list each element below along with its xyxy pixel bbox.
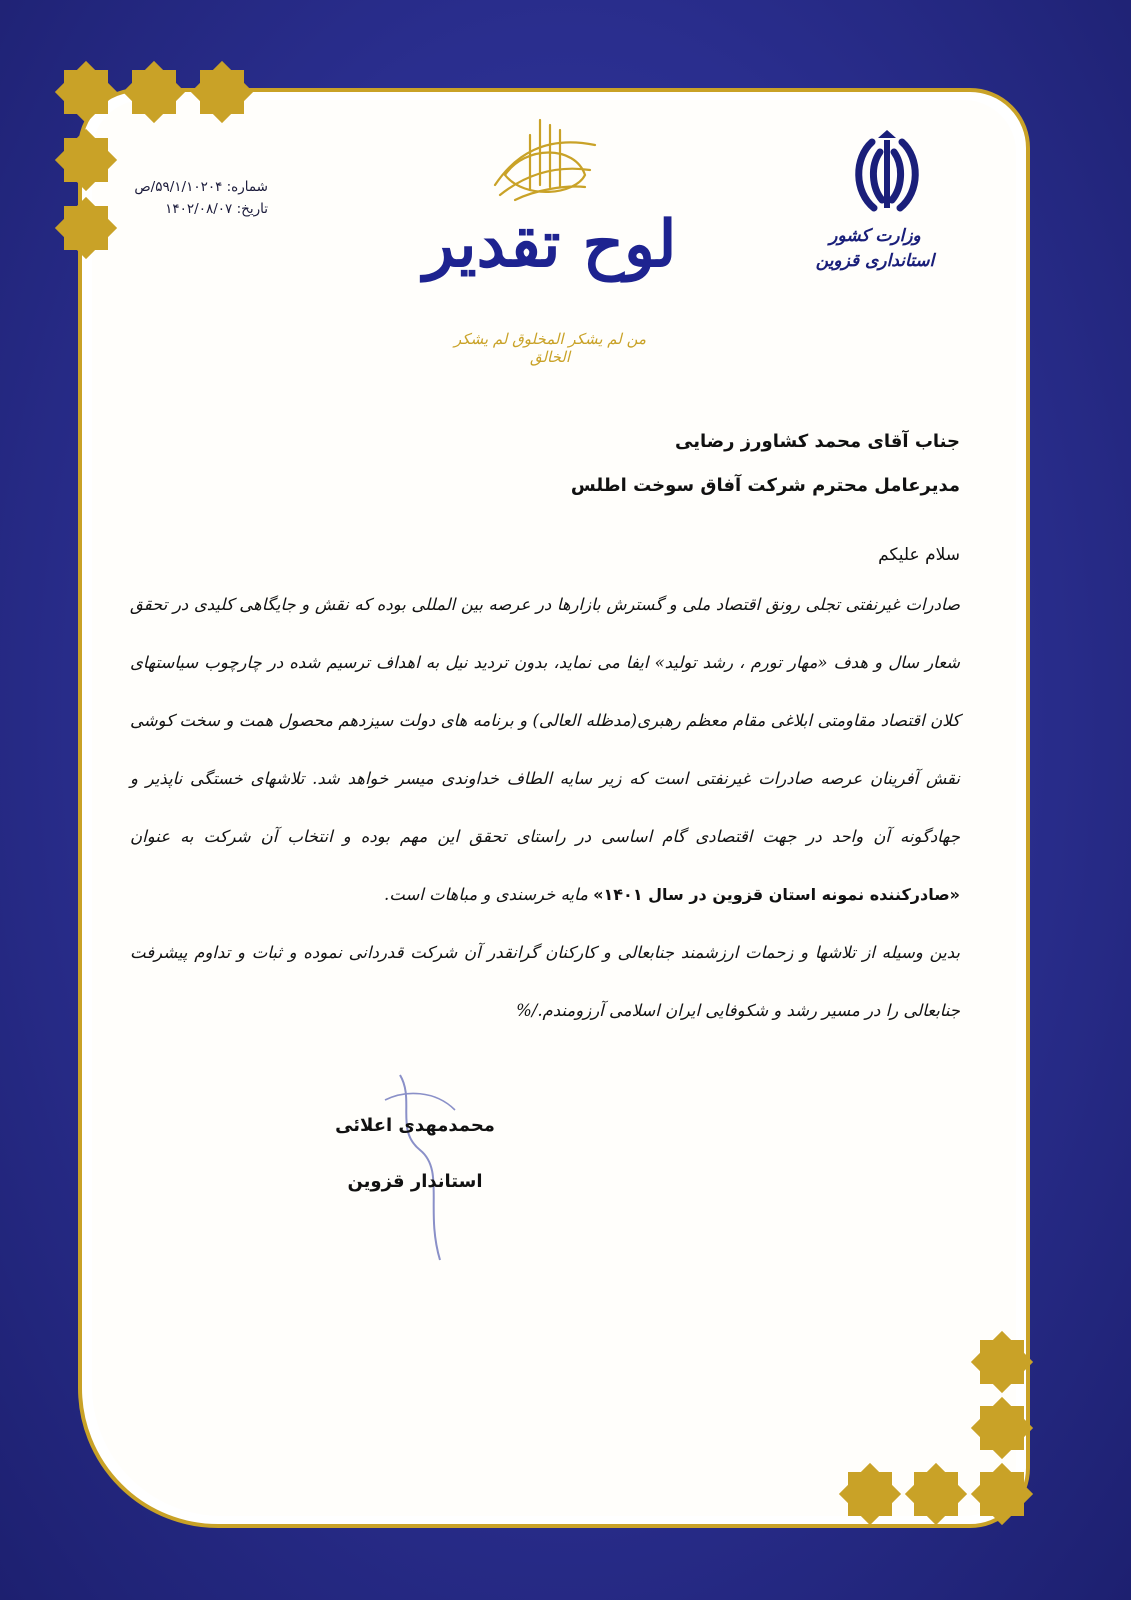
- ministry-name: [790, 224, 960, 274]
- letter-date-label: تاریخ:: [236, 201, 268, 217]
- paragraph-1-text: صادرات غیرنفتی تجلی رونق اقتصاد ملی و گسترش بازارها در عرصه بین المللی بوده که نقش و جایگاهی کلیدی در تحقق شعار سال و هدف «مهار تورم ، رشد تولید» ایفا می نماید، بدون تردید نیل به اهداف ترسیم شده در چارچوب سیاستهای کلان اقتصاد مقاومتی ابلاغی مقام معظم رهبری(مدظله العالی) و برنامه های دولت سیزدهم محصول همت و سخت کوشی نقش آفرینان عرصه صادرات غیرنفتی است که زیر سایه الطاف خداوندی میسر خواهد شد. تلاشهای خستگی ناپذیر و جهادگونه آن واحد در جهت اقتصادی گام اساسی در راستای تحقق این مهم بوده و انتخاب آن شرکت به عنوان: [130, 595, 960, 846]
- letter-number-value: ۵۹/۱/۱۰۲۰۴/ص: [134, 179, 223, 195]
- letter-paragraph-2: بدین وسیله از تلاشها و زحمات ارزشمند جنابعالی و کارکنان گرانقدر آن شرکت قدردانی نموده و ثبات و تداوم پیشرفت جنابعالی را در مسیر رشد و شکوفایی ایران اسلامی آرزومندم./%: [130, 943, 960, 1020]
- letter-date-value: ۱۴۰۲/۰۸/۰۷: [165, 201, 233, 217]
- certificate-title: لوح تقدیر: [423, 207, 677, 282]
- ministry-line-1: وزارت کشور: [829, 226, 921, 246]
- letter-number-row: [108, 176, 268, 198]
- letter-body: [130, 420, 960, 1040]
- ministry-line-2: استانداری قزوین: [815, 251, 935, 271]
- letter-paragraph-1: [130, 576, 960, 924]
- signer-name: محمدمهدی اعلائی: [335, 1115, 495, 1136]
- recipient-title: مدیرعامل محترم شرکت آفاق سوخت اطلس: [570, 475, 960, 496]
- recipient-name: جناب آقای محمد کشاورز رضایی: [675, 431, 960, 452]
- award-title: «صادرکننده نمونه استان قزوین در سال ۱۴۰۱»: [593, 885, 960, 904]
- iran-emblem-icon: [842, 130, 932, 220]
- paragraph-1-ending: مایه خرسندی و مباهات است.: [384, 885, 588, 904]
- letter-number-label: شماره:: [226, 179, 268, 195]
- bismillah-calligraphy-logo: [485, 115, 605, 215]
- certificate-subtitle: من لم یشکر المخلوق لم یشکر الخالق: [453, 330, 647, 366]
- letter-reference: [108, 176, 268, 220]
- signer-block: [300, 1098, 530, 1210]
- letter-date-row: [108, 198, 268, 220]
- signer-position: استاندار قزوین: [347, 1171, 483, 1192]
- greeting: سلام علیکم: [878, 545, 960, 565]
